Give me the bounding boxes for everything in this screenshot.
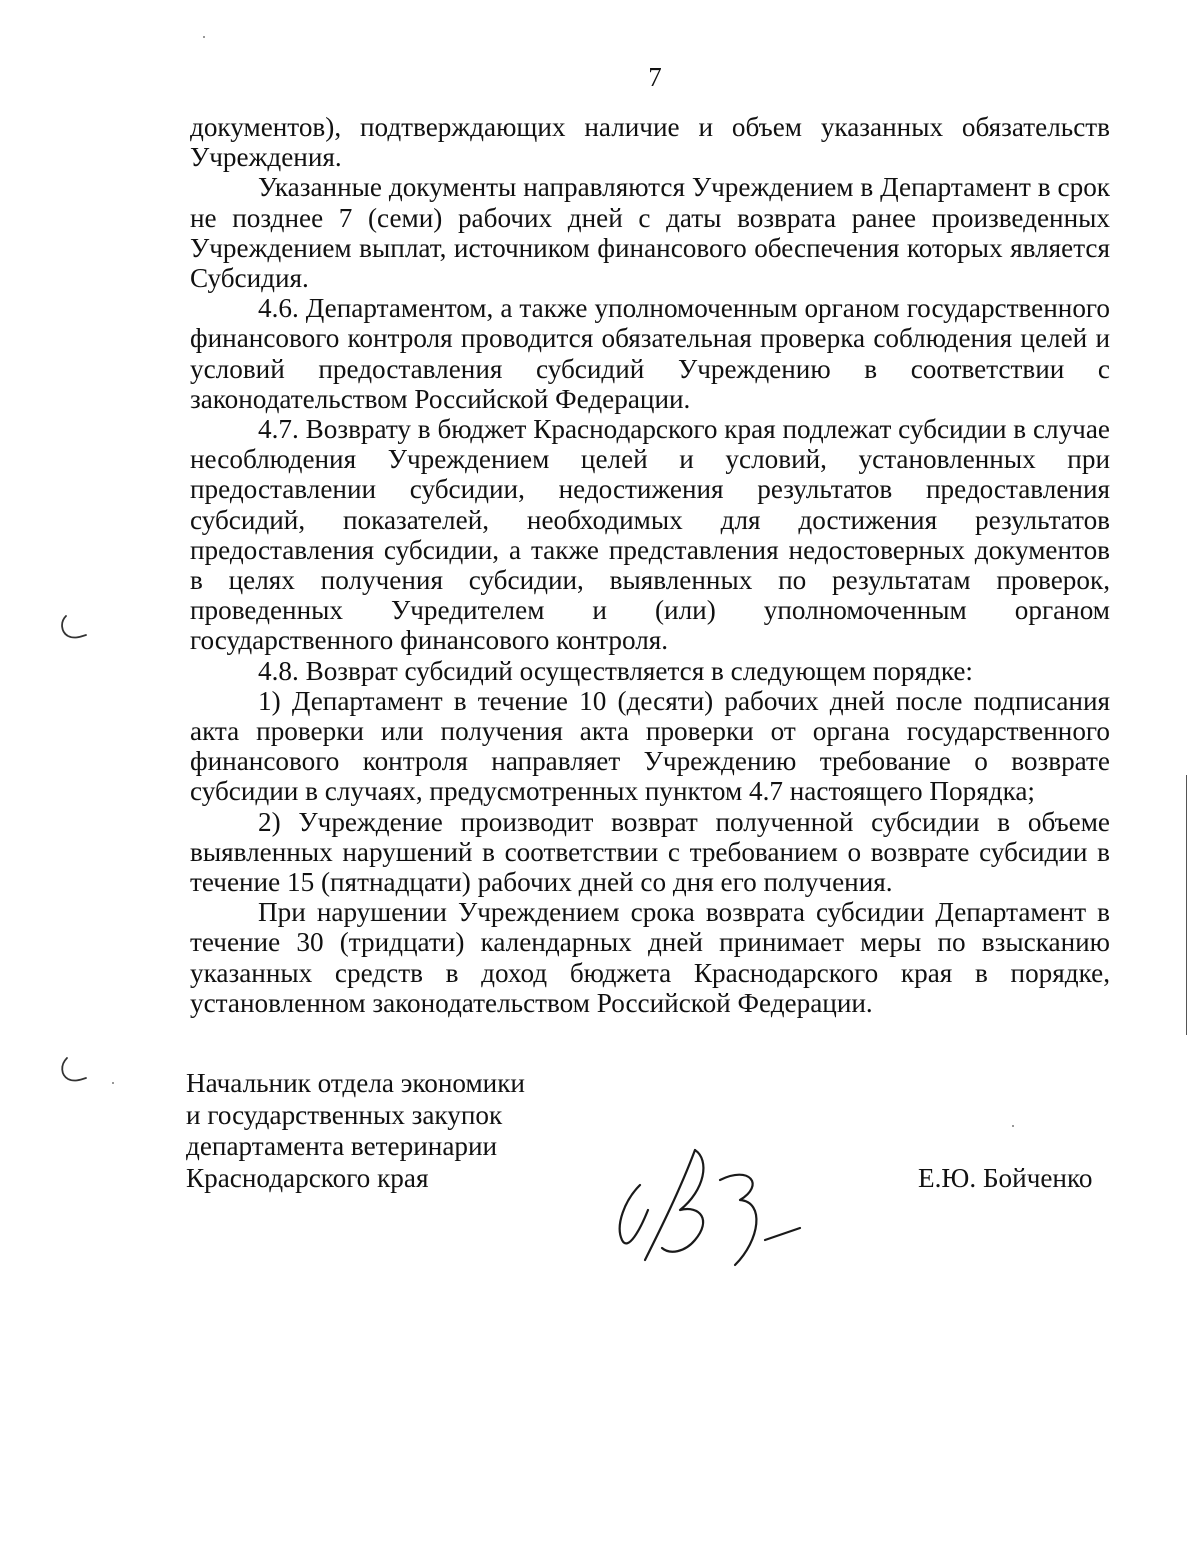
margin-hole-mark <box>58 1055 98 1085</box>
paragraph-4-8-item-1: 1) Департамент в течение 10 (десяти) рабочих дней после подписания акта проверки или получения акта проверки от органа государственного финансового контроля направляет Учреждению требование о возврате субсидии в случаях, предусмотренных пунктом 4.7 настоящего Порядка; <box>190 685 1110 807</box>
scan-speck <box>1012 1125 1014 1127</box>
paragraph-4-6: 4.6. Департаментом, а также уполномоченным органом государственного финансового контроля проводится обязательная проверка соблюдения целей и условий предоставления субсидий Учреждению в соответствии с законодательством Российской Федерации. <box>190 293 1110 414</box>
position-line: департамента ветеринарии <box>186 1131 498 1161</box>
paragraph-violation-measures: При нарушении Учреждением срока возврата субсидии Департамент в течение 30 (тридцати) календарных дней принимает меры по взысканию указанных средств в доход бюджета Краснодарского края в порядке, установленном законодательством Российской Федерации. <box>190 897 1110 1018</box>
paragraph-4-8: 4.8. Возврат субсидий осуществляется в следующем порядке: <box>258 655 973 686</box>
document-body <box>190 112 1110 1018</box>
paragraph-documents-deadline: Указанные документы направляются Учреждением в Департамент в срок не позднее 7 (семи) рабочих дней с даты возврата ранее произведенных Учреждением выплат, источником финансового обеспечения которых является Субсидия. <box>190 172 1110 294</box>
paragraph-continuation: документов), подтверждающих наличие и объем указанных обязательств Учреждения. <box>190 112 1110 173</box>
position-line: Начальник отдела экономики <box>186 1068 525 1098</box>
margin-hole-mark <box>58 612 98 642</box>
paragraph-4-8-item-2: 2) Учреждение производит возврат полученной субсидии в объеме выявленных нарушений в соответствии с требованием о возврате субсидии в течение 15 (пятнадцати) рабочих дней со дня его получения. <box>190 806 1110 898</box>
signatory-position <box>186 1068 525 1194</box>
position-line: и государственных закупок <box>186 1099 503 1130</box>
scan-speck <box>112 1082 114 1084</box>
paragraph-4-7: 4.7. Возврату в бюджет Краснодарского края подлежат субсидии в случае несоблюдения Учреждением целей и условий, установленных при предоставлении субсидии, недостижения результатов предоставления субсидий, показателей, необходимых для достижения результатов предоставления субсидии, а также представления недостоверных документов в целях получения субсидии, выявленных по результатам проверок, проведенных Учредителем и (или) уполномоченным органом государственного финансового контроля. <box>190 414 1110 656</box>
page-number: 7 <box>648 62 662 92</box>
signer-name: Е.Ю. Бойченко <box>918 1163 1093 1193</box>
scan-speck <box>203 36 205 38</box>
handwritten-signature <box>600 1130 830 1280</box>
position-line: Краснодарского края <box>186 1162 429 1193</box>
scan-edge-line <box>1186 775 1187 1035</box>
